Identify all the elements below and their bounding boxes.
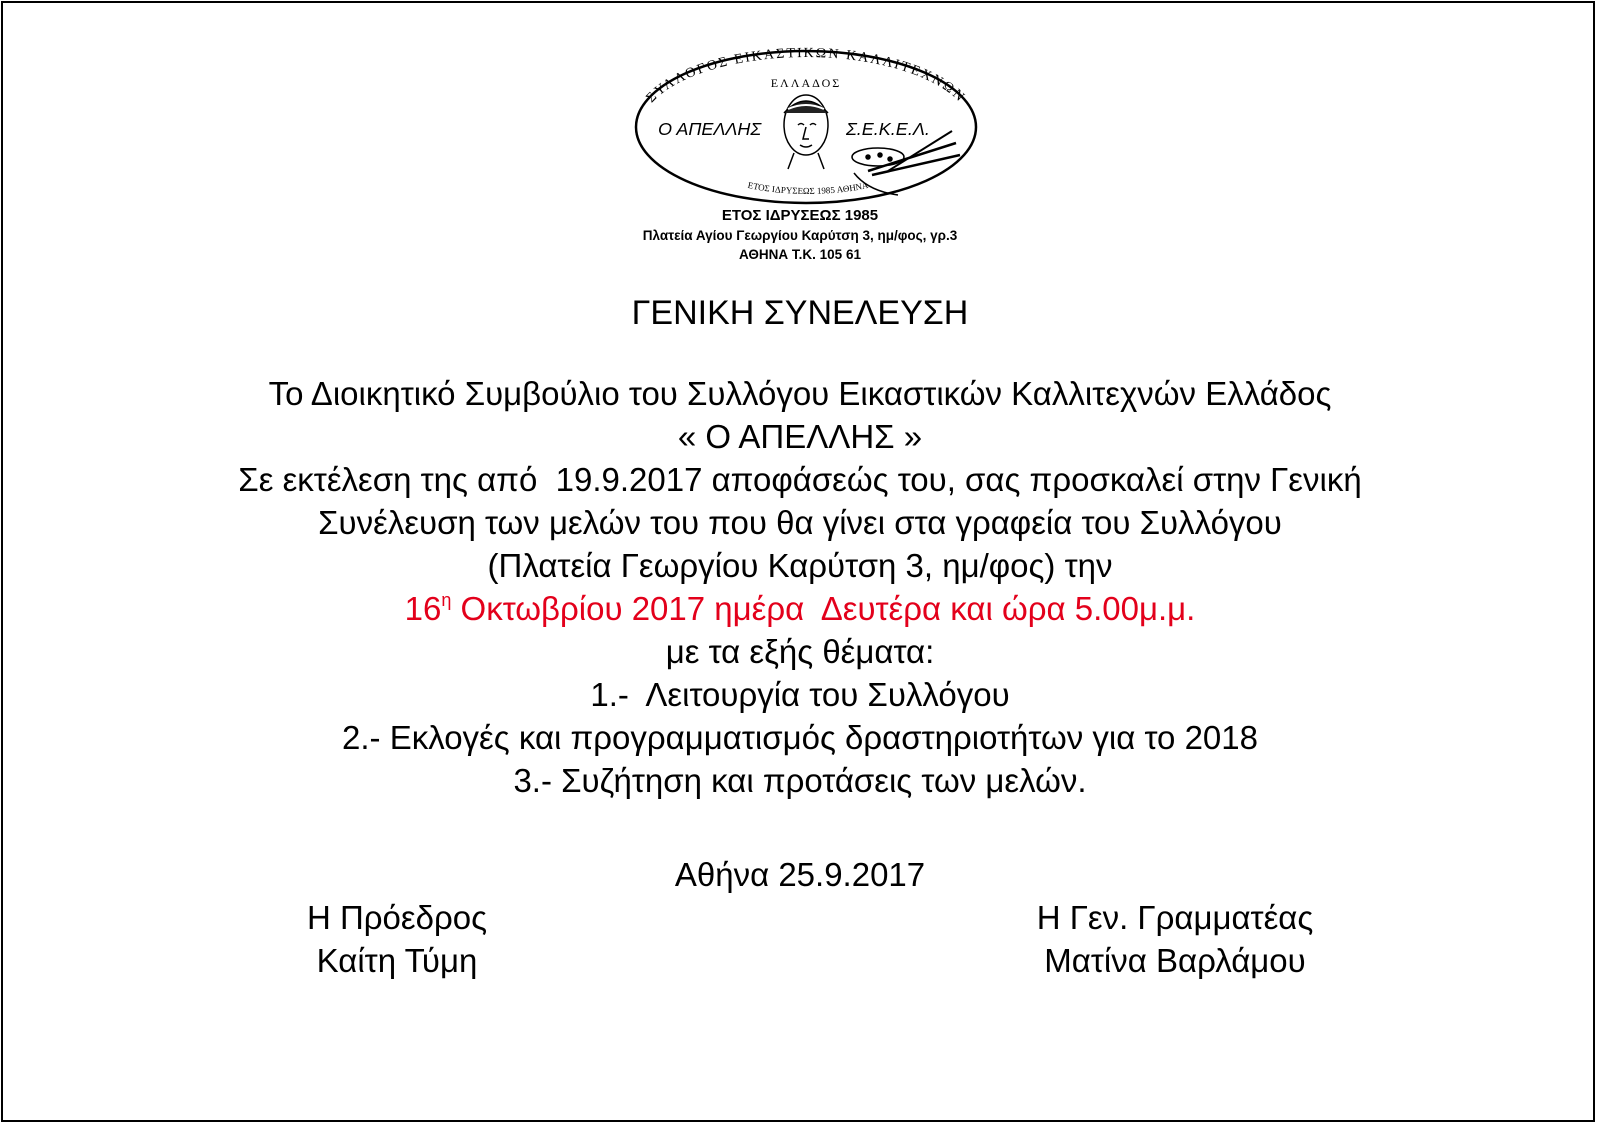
- agenda-item: 2.- Εκλογές και προγραμματισμός δραστηριοτήτων για το 2018: [342, 719, 1258, 756]
- association-logo: [628, 45, 984, 209]
- invitation-body: [0, 372, 1600, 802]
- president-role: Η Πρόεδρος: [306, 899, 488, 936]
- logo-arc-text: ΣΥΛΛΟΓΟΣ ΕΙΚΑΣΤΙΚΩΝ ΚΑΛΛΙΤΕΧΝΩΝ: [643, 45, 969, 106]
- body-line-4: Συνέλευση των μελών του που θα γίνει στα γραφεία του Συλλόγου: [318, 504, 1282, 541]
- body-line-5: (Πλατεία Γεωργίου Καρύτση 3, ημ/φος) την: [487, 547, 1113, 584]
- document-title: ΓΕΝΙΚΗ ΣΥΝΕΛΕΥΣΗ: [631, 294, 969, 332]
- logo-bottom-text: ΕΤΟΣ ΙΔΡΥΣΕΩΣ 1985 ΑΘΗΝΑ: [746, 179, 870, 196]
- meeting-day: 16: [404, 590, 442, 627]
- closing-date: Αθήνα 25.9.2017: [674, 856, 926, 893]
- logo-name-left: Ο ΑΠΕΛΛΗΣ: [658, 119, 762, 139]
- meeting-datetime: [0, 587, 1600, 630]
- apelles-head-icon: [784, 95, 828, 169]
- logo-name-right: Σ.Ε.Κ.Ε.Λ.: [846, 119, 930, 139]
- president-name: Καίτη Τύμη: [316, 942, 478, 979]
- meeting-date-rest: Οκτωβρίου 2017 ημέρα Δευτέρα και ώρα 5.00μ.μ.: [451, 590, 1196, 627]
- agenda-item: 1.- Λειτουργία του Συλλόγου: [590, 676, 1010, 713]
- logo-country: ΕΛΛΑΔΟΣ: [770, 76, 842, 90]
- secretary-name: Ματίνα Βαρλάμου: [1044, 942, 1306, 979]
- meeting-day-suffix: η: [441, 590, 452, 610]
- president-signature-block: [262, 896, 532, 982]
- secretary-signature-block: [1000, 896, 1350, 982]
- founded-year: ΕΤΟΣ ΙΔΡΥΣΕΩΣ 1985: [721, 207, 879, 224]
- agenda-item: 3.- Συζήτηση και προτάσεις των μελών.: [513, 762, 1087, 799]
- association-address: Πλατεία Αγίου Γεωργίου Καρύτση 3, ημ/φος, γρ.3: [642, 228, 958, 243]
- body-line-1: Το Διοικητικό Συμβούλιο του Συλλόγου Εικαστικών Καλλιτεχνών Ελλάδος: [268, 375, 1332, 412]
- body-line-2: « Ο ΑΠΕΛΛΗΣ »: [677, 418, 923, 455]
- body-line-3: Σε εκτέλεση της από 19.9.2017 αποφάσεώς του, σας προσκαλεί στην Γενική: [238, 461, 1362, 498]
- svg-text:ΕΤΟΣ ΙΔΡΥΣΕΩΣ 1985 ΑΘΗΝΑ: [747, 180, 870, 196]
- association-city: ΑΘΗΝΑ Τ.Κ. 105 61: [739, 247, 861, 262]
- agenda-intro: με τα εξής θέματα:: [665, 633, 935, 670]
- secretary-role: Η Γεν. Γραμματέας: [1036, 899, 1314, 936]
